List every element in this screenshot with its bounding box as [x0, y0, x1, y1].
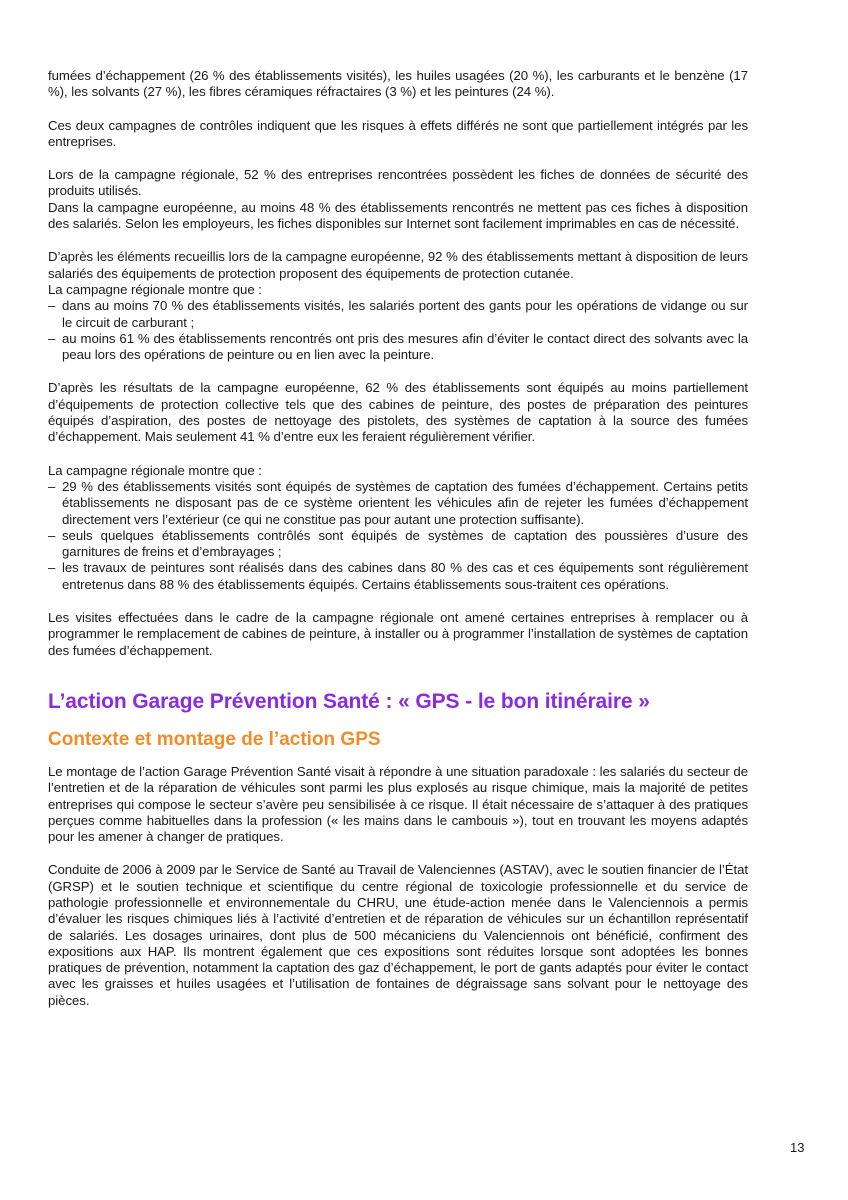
document-page [48, 68, 748, 1026]
paragraph-regional-visits: Les visites effectuées dans le cadre de la campagne régionale ont amené certaines entreprises à remplacer ou à programmer le remplacement de cabines de peinture, à installer ou à programmer l’installation de systèmes de captation des fumées d’échappement. [48, 610, 748, 658]
paragraph-safety-sheets-european: Dans la campagne européenne, au moins 48 % des établissements rencontrés ne mettent pas ces fiches à disposition des salariés. Selon les employeurs, les fiches disponibles sur Internet sont facilement imprimables en cas de nécessité. [48, 199, 748, 232]
paragraph-gps-study: Conduite de 2006 à 2009 par le Service de Santé au Travail de Valenciennes (ASTAV), avec le soutien financier de l’État (GRSP) et le soutien technique et scientifique du centre régional de toxicologie professionnelle et du service de pathologie professionnelle et environnementale du CHRU, une étude-action menée dans le Valenciennois a permis d’évaluer les risques chimiques liés à l’activité d’entretien et de réparation de véhicules sur un échantillon représentatif de salariés. Les dosages urinaires, dont plus de 500 mécaniciens du Valenciennois ont bénéficié, confirment des expositions aux HAP. Ils montrent également que ces expositions sont réduites lorsque sont adoptées les bonnes pratiques de prévention, notamment la captation des gaz d’échappement, le port de gants adaptés pour éviter le contact avec les graisses et huiles usagées et l’utilisation de fontaines de dégraissage sans solvant pour le nettoyage des pièces. [48, 862, 748, 1008]
list-item: – au moins 61 % des établissements rencontrés ont pris des mesures afin d’éviter le contact direct des solvants avec la peau lors des opérations de peinture ou en lien avec la peinture. [48, 331, 748, 364]
list-regional-capture [48, 479, 748, 593]
list-item: – les travaux de peintures sont réalisés dans des cabines dans 80 % des cas et ces équipements sont régulièrement entretenus dans 88 % des établissements équipés. Certains établissements sous-traitent ces opérations. [48, 560, 748, 593]
paragraph-exhaust-stats: fumées d’échappement (26 % des établissements visités), les huiles usagées (20 %), les carburants et le benzène (17 %), les solvants (27 %), les fibres céramiques réfractaires (3 %) et les peintures (24 %). [48, 68, 748, 100]
section-subtitle: Contexte et montage de l’action GPS [48, 728, 381, 750]
paragraph-collective-protection: D’après les résultats de la campagne européenne, 62 % des établissements sont équipés au moins partiellement d’équipements de protection collective tels que des cabines de peinture, des postes de préparation des peintures équipés d’aspiration, des postes de nettoyage des pistolets, des systèmes de captation à la source des fumées d’échappement. Mais seulement 41 % d’entre eux les feraient régulièrement vérifier. [48, 380, 748, 445]
list-item: – 29 % des établissements visités sont équipés de systèmes de captation des fumées d’échappement. Certains petits établissements ne disposant pas de ce système orientent les véhicules afin de rejeter les fumées d’échappement directement vers l’extérieur (ce qui ne constitue pas pour autant une protection suffisante). [48, 479, 748, 528]
paragraph-deferred-risks: Ces deux campagnes de contrôles indiquent que les risques à effets différés ne sont que partiellement intégrés par les entreprises. [48, 117, 748, 149]
section-title: L’action Garage Prévention Santé : « GPS - le bon itinéraire » [48, 689, 650, 713]
list-item: – seuls quelques établissements contrôlés sont équipés de systèmes de captation des poussières d’usure des garnitures de freins et d’embrayages ; [48, 528, 748, 561]
page-number: 13 [790, 1140, 805, 1155]
paragraph-regional-intro: La campagne régionale montre que : [48, 281, 262, 297]
list-item: – dans au moins 70 % des établissements visités, les salariés portent des gants pour les opérations de vidange ou sur le circuit de carburant ; [48, 298, 748, 331]
paragraph-gps-context: Le montage de l’action Garage Prévention Santé visait à répondre à une situation paradoxale : les salariés du secteur de l’entretien et de la réparation de véhicules sont parmi les plus explosés au risque chimique, mais la majorité de petites entreprises qui compose le secteur s’avère peu sensibilisée à ce risque. Il était nécessaire de s’attaquer à des pratiques perçues comme habituelles dans la profession (« les mains dans le cambouis »), tout en trouvant les moyens adaptés pour les amener à changer de pratiques. [48, 763, 748, 845]
paragraph-protection-equipment: D’après les éléments recueillis lors de la campagne européenne, 92 % des établissements mettant à disposition de leurs salariés des équipements de protection proposent des équipements de protection cutanée. [48, 249, 748, 281]
list-regional-gloves [48, 298, 748, 363]
paragraph-regional-intro-2: La campagne régionale montre que : [48, 462, 262, 478]
paragraph-safety-sheets-regional: Lors de la campagne régionale, 52 % des entreprises rencontrées possèdent les fiches de données de sécurité des produits utilisés. [48, 167, 748, 199]
